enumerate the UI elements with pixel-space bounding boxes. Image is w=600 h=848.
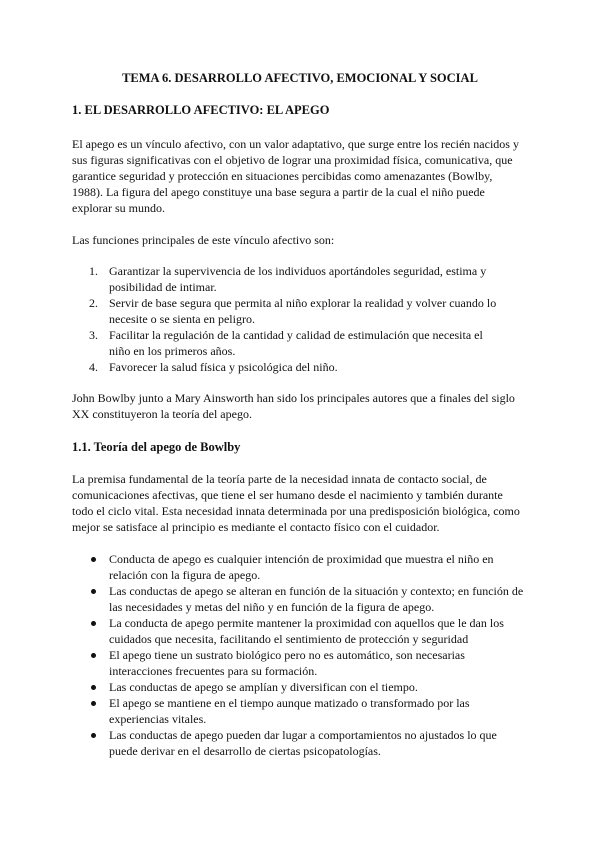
paragraph	[72, 471, 542, 535]
text-line: comunicaciones afectivas, que tiene el ser humano desde el nacimiento y también durante	[72, 488, 503, 502]
bullet-icon	[91, 701, 96, 706]
section-heading-1: 1. EL DESARROLLO AFECTIVO: EL APEGO	[72, 103, 330, 117]
text-line: Garantizar la supervivencia de los individuos aportándoles seguridad, estima y	[109, 264, 487, 278]
text-line: posibilidad de intimar.	[109, 280, 217, 294]
paragraph: Las funciones principales de este vínculo afectivo son:	[72, 233, 335, 247]
list-number: 3.	[89, 328, 98, 342]
text-line: cuidados que necesita, facilitando el sentimiento de protección y seguridad	[109, 632, 469, 646]
bullet-icon	[91, 685, 96, 690]
list-item	[72, 263, 542, 295]
text-line: experiencias vitales.	[109, 712, 207, 726]
list-item	[72, 295, 542, 327]
list-item	[72, 679, 542, 695]
bullet-icon	[91, 621, 96, 626]
section-heading-1-1: 1.1. Teoría del apego de Bowlby	[72, 440, 241, 454]
text-line: Las conductas de apego se alteran en función de la situación y contexto; en función de	[109, 584, 524, 598]
list-item	[72, 583, 542, 615]
text-line: todo el ciclo vital. Esta necesidad innata determinada por una predisposición biológica, como	[72, 504, 520, 518]
list-item	[72, 327, 542, 359]
text-line: niño en los primeros años.	[109, 344, 236, 358]
text-line: explorar su mundo.	[72, 201, 165, 215]
text-line: interacciones frecuentes para su formación.	[109, 664, 318, 678]
bullet-icon	[91, 733, 96, 738]
list-item	[72, 695, 542, 727]
text-line: El apego se mantiene en el tiempo aunque matizado o transformado por las	[109, 696, 470, 710]
text-line: John Bowlby junto a Mary Ainsworth han sido los principales autores que a finales del siglo	[72, 391, 515, 405]
list-item	[72, 647, 542, 679]
text-line: La conducta de apego permite mantener la proximidad con aquellos que le dan los	[109, 616, 504, 630]
list-item	[72, 551, 542, 583]
list-item	[72, 727, 542, 759]
numbered-list	[72, 263, 542, 375]
text-line: sus figuras significativas con el objetivo de lograr una proximidad física, comunicativa, que	[72, 153, 513, 167]
bullet-list	[72, 551, 542, 759]
list-item	[72, 359, 542, 375]
list-number: 4.	[89, 360, 98, 374]
text-line: garantice seguridad y protección en situaciones percibidas como amenazantes (Bowlby,	[72, 169, 493, 183]
list-item	[72, 615, 542, 647]
text-line: Las conductas de apego pueden dar lugar a comportamientos no ajustados lo que	[109, 728, 497, 742]
text-line: puede derivar en el desarrollo de ciertas psicopatologías.	[109, 744, 381, 758]
text-line: relación con la figura de apego.	[109, 568, 261, 582]
text-line: Conducta de apego es cualquier intención de proximidad que muestra el niño en	[109, 552, 494, 566]
text-line: 1988). La figura del apego constituye una base segura a partir de la cual el niño puede	[72, 185, 485, 199]
text-line: Facilitar la regulación de la cantidad y calidad de estimulación que necesita el	[109, 328, 483, 342]
document-title: TEMA 6. DESARROLLO AFECTIVO, EMOCIONAL Y SOCIAL	[122, 71, 478, 85]
list-number: 2.	[89, 296, 98, 310]
text-line: las necesidades y metas del niño y en función de la figura de apego.	[109, 600, 435, 614]
text-line: El apego tiene un sustrato biológico pero no es automático, son necesarias	[109, 648, 465, 662]
paragraph	[72, 390, 542, 422]
text-line: El apego es un vínculo afectivo, con un valor adaptativo, que surge entre los recién nacidos y	[72, 137, 519, 151]
text-line: Favorecer la salud física y psicológica del niño.	[109, 360, 338, 374]
text-line: Las conductas de apego se amplían y diversifican con el tiempo.	[109, 680, 418, 694]
bullet-icon	[91, 589, 96, 594]
text-line: XX constituyeron la teoría del apego.	[72, 407, 252, 421]
text-line: necesite o se sienta en peligro.	[109, 312, 255, 326]
paragraph	[72, 136, 542, 216]
bullet-icon	[91, 653, 96, 658]
bullet-icon	[91, 557, 96, 562]
text-line: Servir de base segura que permita al niño explorar la realidad y volver cuando lo	[109, 296, 497, 310]
text-line: mejor se satisface al principio es mediante el contacto físico con el cuidador.	[72, 520, 440, 534]
text-line: La premisa fundamental de la teoría parte de la necesidad innata de contacto social, de	[72, 472, 487, 486]
list-number: 1.	[89, 264, 98, 278]
